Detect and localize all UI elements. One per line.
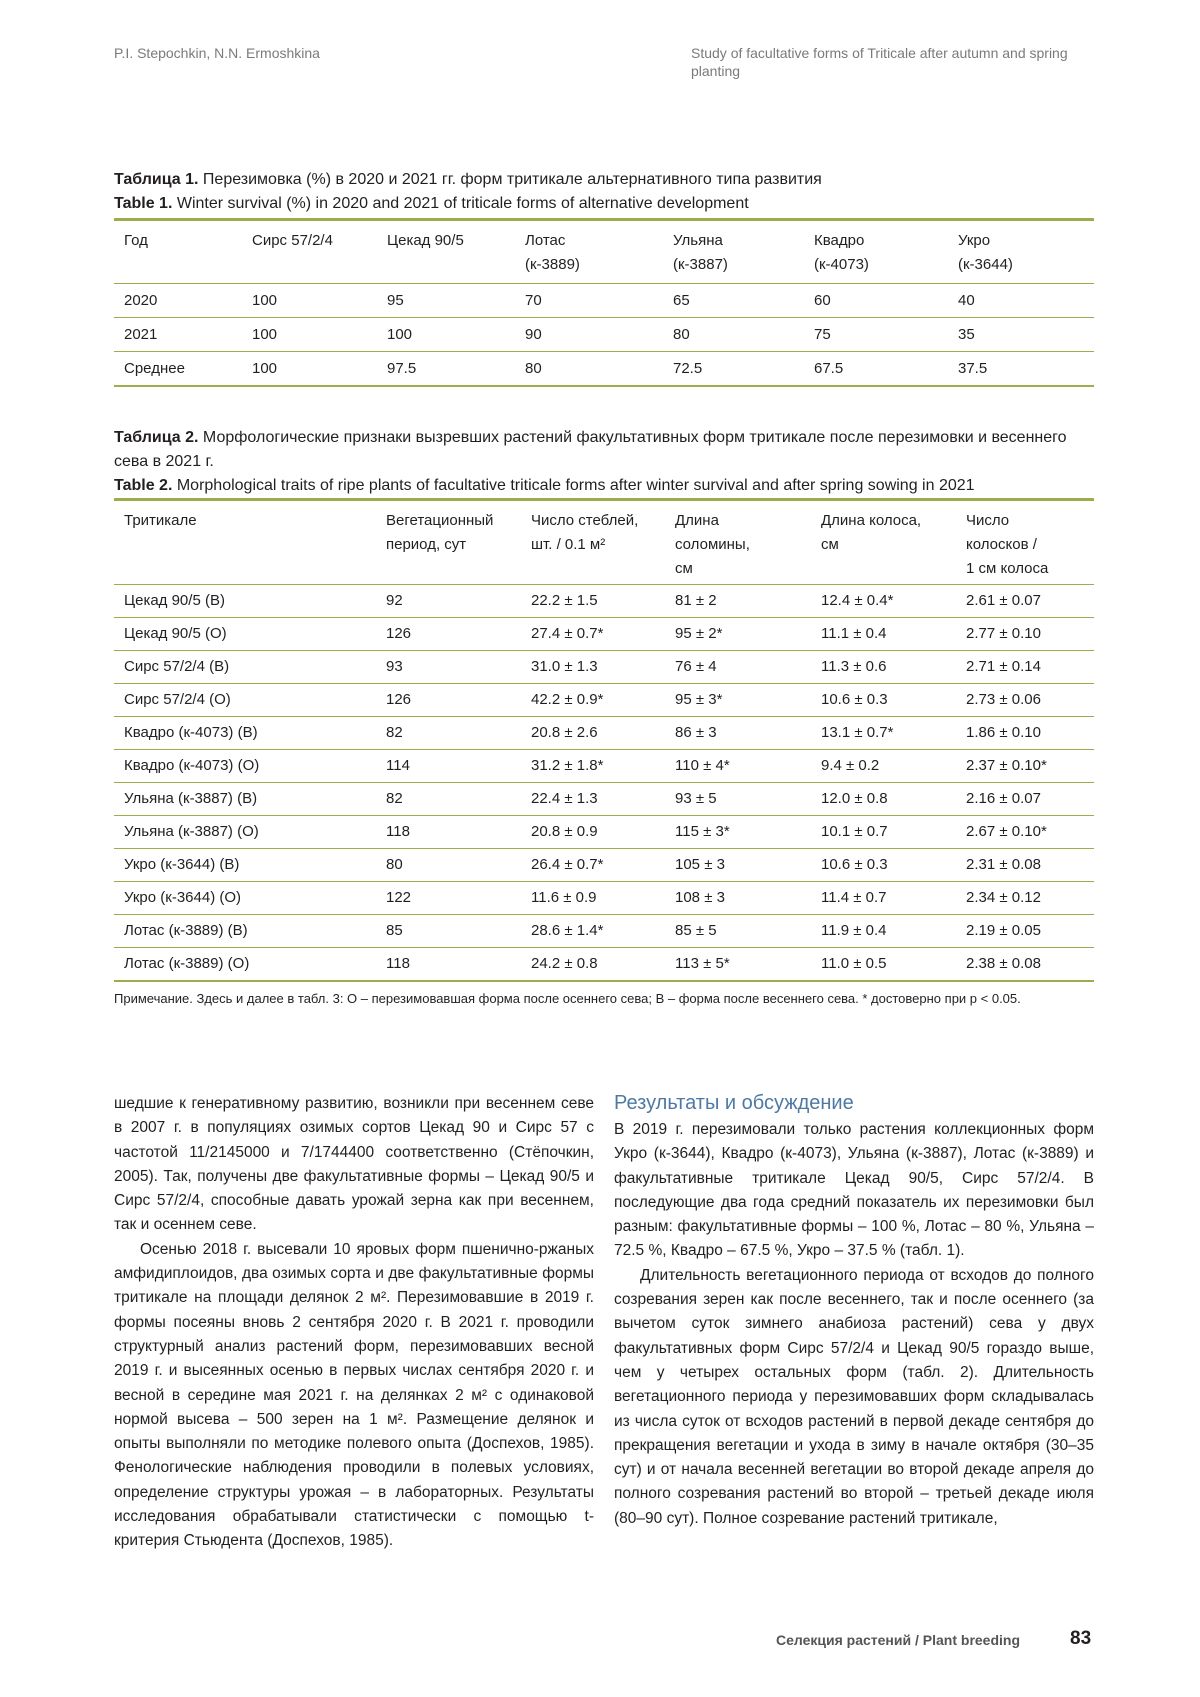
table-cell: 11.9 ± 0.4 bbox=[821, 922, 887, 939]
footer-journal-name: Селекция растений / Plant breeding bbox=[776, 1632, 1021, 1648]
table-cell: Квадро (к-4073) (О) bbox=[124, 757, 260, 774]
body-right-column bbox=[614, 1090, 1094, 1531]
table-cell: 12.0 ± 0.8 bbox=[821, 790, 888, 807]
column-header-line: период, сут bbox=[386, 536, 467, 553]
column-header-line: (к-3889) bbox=[525, 256, 580, 273]
table-cell: 28.6 ± 1.4* bbox=[531, 922, 604, 939]
table-row bbox=[114, 948, 1094, 982]
table-cell: 118 bbox=[386, 955, 410, 972]
table-cell: 2.73 ± 0.06 bbox=[966, 691, 1041, 708]
table-cell: 122 bbox=[386, 889, 412, 906]
table-cell: 35 bbox=[958, 326, 975, 343]
table-cell: 67.5 bbox=[814, 360, 844, 377]
table-cell: 90 bbox=[525, 326, 542, 343]
column-header bbox=[811, 500, 956, 585]
column-header-line: (к-3887) bbox=[673, 256, 728, 273]
paragraph: шедшие к генеративному развитию, возникли при весеннем севе в 2007 г. в популяциях озимых сортов Цекад 90 и Сирс 57 с частотой 11/2145000 и 7/1744400 соответственно (Стёпочкин, 2005). Так, получены две факультативные формы – Цекад 90/5 и Сирс 57/2/4, способные давать урожай зерна как при весеннем, так и осеннем севе. bbox=[114, 1095, 594, 1234]
column-header bbox=[376, 500, 521, 585]
table-cell: 2.77 ± 0.10 bbox=[966, 625, 1041, 642]
column-header-line: Тритикале bbox=[124, 512, 197, 529]
column-header-line: Число bbox=[966, 512, 1010, 529]
table-cell: 105 ± 3 bbox=[675, 856, 725, 873]
column-header-line: (к-3644) bbox=[958, 256, 1013, 273]
table-cell: 27.4 ± 0.7* bbox=[531, 625, 604, 642]
table-cell: Укро (к-3644) (О) bbox=[124, 889, 242, 906]
paragraph: Осенью 2018 г. высевали 10 яровых форм пшенично-ржаных амфидиплоидов, два озимых сорта и две факультативные формы тритикале на площади делянок 2 м². Перезимовавшие в 2019 г. формы посеяны вновь 2 сентября 2020 г. В 2021 г. проводили структурный анализ растений форм, перезимовавших весной 2019 г. и высеянных осенью в первых числах сентября 2020 г. и весной в середине мая 2021 г. на делянках 2 м² с одинаковой нормой высева – 500 зерен на 1 м². Размещение делянок и опыты выполняли по методике полевого опыта (Доспехов, 1985). Фенологические наблюдения проводили в полевых условиях, определение структуры урожая – в лабораторных. Результаты исследования обрабатывали статистически с помощью t-критерия Стьюдента (Доспехов, 1985). bbox=[114, 1240, 594, 1550]
column-header bbox=[804, 220, 948, 284]
table-cell: 2.38 ± 0.08 bbox=[966, 955, 1041, 972]
table-cell: 72.5 bbox=[673, 360, 703, 377]
table-cell: 100 bbox=[252, 360, 278, 377]
table-cell: 31.2 ± 1.8* bbox=[531, 757, 604, 774]
running-head-authors: P.I. Stepochkin, N.N. Ermoshkina bbox=[114, 45, 320, 61]
table-cell: Лотас (к-3889) (В) bbox=[124, 922, 248, 939]
table-cell: Квадро (к-4073) (В) bbox=[124, 724, 258, 741]
table-cell: 20.8 ± 2.6 bbox=[531, 724, 598, 741]
table-cell: 22.2 ± 1.5 bbox=[531, 592, 598, 609]
column-header-line: Число стеблей, bbox=[531, 512, 639, 529]
table-cell: 2021 bbox=[124, 326, 158, 343]
column-header-line: Сирс 57/2/4 bbox=[252, 232, 333, 249]
table-cell: 118 bbox=[386, 823, 410, 840]
table-cell: 2.19 ± 0.05 bbox=[966, 922, 1041, 939]
table2-morphological-traits bbox=[114, 498, 1094, 982]
table-cell: 76 ± 4 bbox=[675, 658, 717, 675]
table-cell: 40 bbox=[958, 292, 975, 309]
table-cell: 100 bbox=[252, 292, 278, 309]
column-header bbox=[663, 220, 804, 284]
table1-caption-ru: Таблица 1. Перезимовка (%) в 2020 и 2021 гг. форм тритикале альтернативного типа развития bbox=[114, 171, 822, 188]
table-cell: Цекад 90/5 (О) bbox=[124, 625, 227, 642]
table-cell: 13.1 ± 0.7* bbox=[821, 724, 894, 741]
column-header-line: шт. / 0.1 м² bbox=[531, 536, 606, 553]
table-cell: Сирс 57/2/4 (В) bbox=[124, 658, 230, 675]
table2-note: Примечание. Здесь и далее в табл. 3: О – перезимовавшая форма после осеннего сева; В – форма после весеннего сева. * достоверно при p < 0.05. bbox=[114, 991, 1021, 1006]
column-header-line: Лотас bbox=[525, 232, 566, 249]
table-cell: 2.37 ± 0.10* bbox=[966, 757, 1047, 774]
column-header bbox=[515, 220, 663, 284]
table-cell: 86 ± 3 bbox=[675, 724, 717, 741]
column-header bbox=[114, 220, 242, 284]
table-cell: Лотас (к-3889) (О) bbox=[124, 955, 250, 972]
table-cell: 100 bbox=[387, 326, 413, 343]
table-cell: 2.61 ± 0.07 bbox=[966, 592, 1041, 609]
column-header-line: Длина колоса, bbox=[821, 512, 922, 529]
table-row bbox=[114, 750, 1094, 783]
column-header bbox=[114, 500, 376, 585]
table-row bbox=[114, 717, 1094, 750]
table-cell: 92 bbox=[386, 592, 403, 609]
table-row bbox=[114, 651, 1094, 684]
table-cell: Среднее bbox=[124, 360, 185, 377]
table-cell: 11.1 ± 0.4 bbox=[821, 625, 887, 642]
table-cell: 75 bbox=[814, 326, 831, 343]
table-cell: 115 ± 3* bbox=[675, 823, 730, 840]
table-cell: 95 ± 3* bbox=[675, 691, 723, 708]
table-cell: 12.4 ± 0.4* bbox=[821, 592, 894, 609]
table1-caption bbox=[114, 168, 1094, 216]
column-header-line: Квадро bbox=[814, 232, 865, 249]
table-cell: 11.6 ± 0.9 bbox=[531, 889, 597, 906]
table-cell: 85 bbox=[386, 922, 403, 939]
column-header-line: см bbox=[821, 536, 839, 553]
table-cell: 95 ± 2* bbox=[675, 625, 723, 642]
table-cell: 110 ± 4* bbox=[675, 757, 730, 774]
table-row bbox=[114, 915, 1094, 948]
table-cell: 2020 bbox=[124, 292, 158, 309]
table-cell: 95 bbox=[387, 292, 404, 309]
table-cell: Ульяна (к-3887) (В) bbox=[124, 790, 258, 807]
table-cell: Цекад 90/5 (В) bbox=[124, 592, 225, 609]
section-heading: Результаты и обсуждение bbox=[614, 1092, 854, 1114]
table-row bbox=[114, 352, 1094, 387]
table1-caption-en: Table 1. Winter survival (%) in 2020 and 2021 of triticale forms of alternative development bbox=[114, 195, 749, 212]
column-header-line: см bbox=[675, 560, 693, 577]
table-cell: 108 ± 3 bbox=[675, 889, 725, 906]
table-cell: 100 bbox=[252, 326, 278, 343]
table-cell: 93 bbox=[386, 658, 403, 675]
table2-caption-en: Table 2. Morphological traits of ripe plants of facultative triticale forms after winter survival and after spring sowing in 2021 bbox=[114, 477, 975, 494]
column-header-line: 1 см колоса bbox=[966, 560, 1049, 577]
table-header-row bbox=[114, 500, 1094, 585]
table-cell: 10.6 ± 0.3 bbox=[821, 691, 888, 708]
column-header-line: соломины, bbox=[675, 536, 750, 553]
table2-caption-ru: Таблица 2. Морфологические признаки вызревших растений факультативных форм тритикале после перезимовки и весеннего сева в 2021 г. bbox=[114, 429, 1067, 470]
table-cell: 97.5 bbox=[387, 360, 417, 377]
table-cell: 93 ± 5 bbox=[675, 790, 717, 807]
table-cell: 26.4 ± 0.7* bbox=[531, 856, 604, 873]
table-cell: 82 bbox=[386, 790, 403, 807]
column-header bbox=[377, 220, 515, 284]
table-cell: 114 bbox=[386, 757, 410, 774]
table-row bbox=[114, 318, 1094, 352]
table-cell: 60 bbox=[814, 292, 831, 309]
table-cell: 65 bbox=[673, 292, 690, 309]
column-header-line: Год bbox=[124, 232, 148, 249]
table-cell: Сирс 57/2/4 (О) bbox=[124, 691, 231, 708]
table-cell: 22.4 ± 1.3 bbox=[531, 790, 598, 807]
table-cell: 80 bbox=[673, 326, 690, 343]
table2-caption bbox=[114, 426, 1094, 498]
table-cell: 31.0 ± 1.3 bbox=[531, 658, 598, 675]
table-cell: 70 bbox=[525, 292, 542, 309]
column-header-line: Вегетационный bbox=[386, 512, 494, 529]
table1-winter-survival bbox=[114, 218, 1094, 387]
column-header-line: Цекад 90/5 bbox=[387, 232, 464, 249]
page-number: 83 bbox=[1070, 1628, 1092, 1649]
table-row bbox=[114, 684, 1094, 717]
table-cell: 24.2 ± 0.8 bbox=[531, 955, 598, 972]
table-cell: 82 bbox=[386, 724, 403, 741]
table-cell: 10.1 ± 0.7 bbox=[821, 823, 888, 840]
table-cell: 2.67 ± 0.10* bbox=[966, 823, 1047, 840]
table-row bbox=[114, 585, 1094, 618]
table-cell: 20.8 ± 0.9 bbox=[531, 823, 598, 840]
paragraph: Длительность вегетационного периода от всходов до полного созревания зерен как после весеннего, так и после осеннего (за вычетом суток зимнего анабиоза растений) сева у двух факультативных форм Сирс 57/2/4 и Цекад 90/5 гораздо выше, чем у четырех остальных форм (табл. 2). Длительность вегетационного периода у перезимовавших форм складывалась из числа суток от всходов растений в первой декаде сентября до прекращения вегетации и ухода в зиму в начале октября (30–35 сут) и от начала весенней вегетации во второй декаде апреля до полного созревания растений во второй – третьей декаде июля (80–90 сут). Полное созревание растений тритикале, bbox=[614, 1266, 1094, 1527]
table-cell: 126 bbox=[386, 691, 412, 708]
column-header-line: колосков / bbox=[966, 536, 1037, 553]
table-cell: Ульяна (к-3887) (О) bbox=[124, 823, 259, 840]
table-cell: 2.16 ± 0.07 bbox=[966, 790, 1041, 807]
table-row bbox=[114, 618, 1094, 651]
table-cell: 113 ± 5* bbox=[675, 955, 730, 972]
table-cell: 2.34 ± 0.12 bbox=[966, 889, 1041, 906]
column-header bbox=[242, 220, 377, 284]
table-row bbox=[114, 849, 1094, 882]
column-header bbox=[665, 500, 811, 585]
column-header bbox=[948, 220, 1094, 284]
table-cell: 9.4 ± 0.2 bbox=[821, 757, 880, 774]
table-row bbox=[114, 882, 1094, 915]
table-cell: 81 ± 2 bbox=[675, 592, 717, 609]
column-header bbox=[521, 500, 665, 585]
body-left-column bbox=[114, 1092, 594, 1554]
table-cell: 10.6 ± 0.3 bbox=[821, 856, 888, 873]
paragraph: В 2019 г. перезимовали только растения коллекционных форм Укро (к-3644), Квадро (к-4073), Ульяна (к-3887), Лотас (к-3889) и факультативные тритикале Цекад 90/5, Сирс 57/2/4. В последующие два года средний показатель их перезимовки был разным: факультативные формы – 100 %, Лотас – 80 %, Ульяна – 72.5 %, Квадро – 67.5 %, Укро – 37.5 % (табл. 1). bbox=[614, 1121, 1094, 1260]
table-cell: 1.86 ± 0.10 bbox=[966, 724, 1041, 741]
table-cell: Укро (к-3644) (В) bbox=[124, 856, 240, 873]
table-cell: 80 bbox=[525, 360, 542, 377]
running-head-title: Study of facultative forms of Triticale after autumn and spring planting bbox=[691, 45, 1068, 79]
table-row bbox=[114, 783, 1094, 816]
table-cell: 11.3 ± 0.6 bbox=[821, 658, 887, 675]
table-header-row bbox=[114, 220, 1094, 284]
column-header-line: (к-4073) bbox=[814, 256, 869, 273]
column-header-line: Длина bbox=[675, 512, 719, 529]
table-row bbox=[114, 284, 1094, 318]
table-cell: 11.4 ± 0.7 bbox=[821, 889, 887, 906]
column-header-line: Укро bbox=[958, 232, 991, 249]
column-header bbox=[956, 500, 1094, 585]
table-cell: 11.0 ± 0.5 bbox=[821, 955, 887, 972]
column-header-line: Ульяна bbox=[673, 232, 723, 249]
table-cell: 42.2 ± 0.9* bbox=[531, 691, 604, 708]
table-cell: 80 bbox=[386, 856, 403, 873]
table-cell: 2.71 ± 0.14 bbox=[966, 658, 1041, 675]
table-cell: 2.31 ± 0.08 bbox=[966, 856, 1041, 873]
table-cell: 85 ± 5 bbox=[675, 922, 717, 939]
table-row bbox=[114, 816, 1094, 849]
table-cell: 37.5 bbox=[958, 360, 988, 377]
table-cell: 126 bbox=[386, 625, 412, 642]
